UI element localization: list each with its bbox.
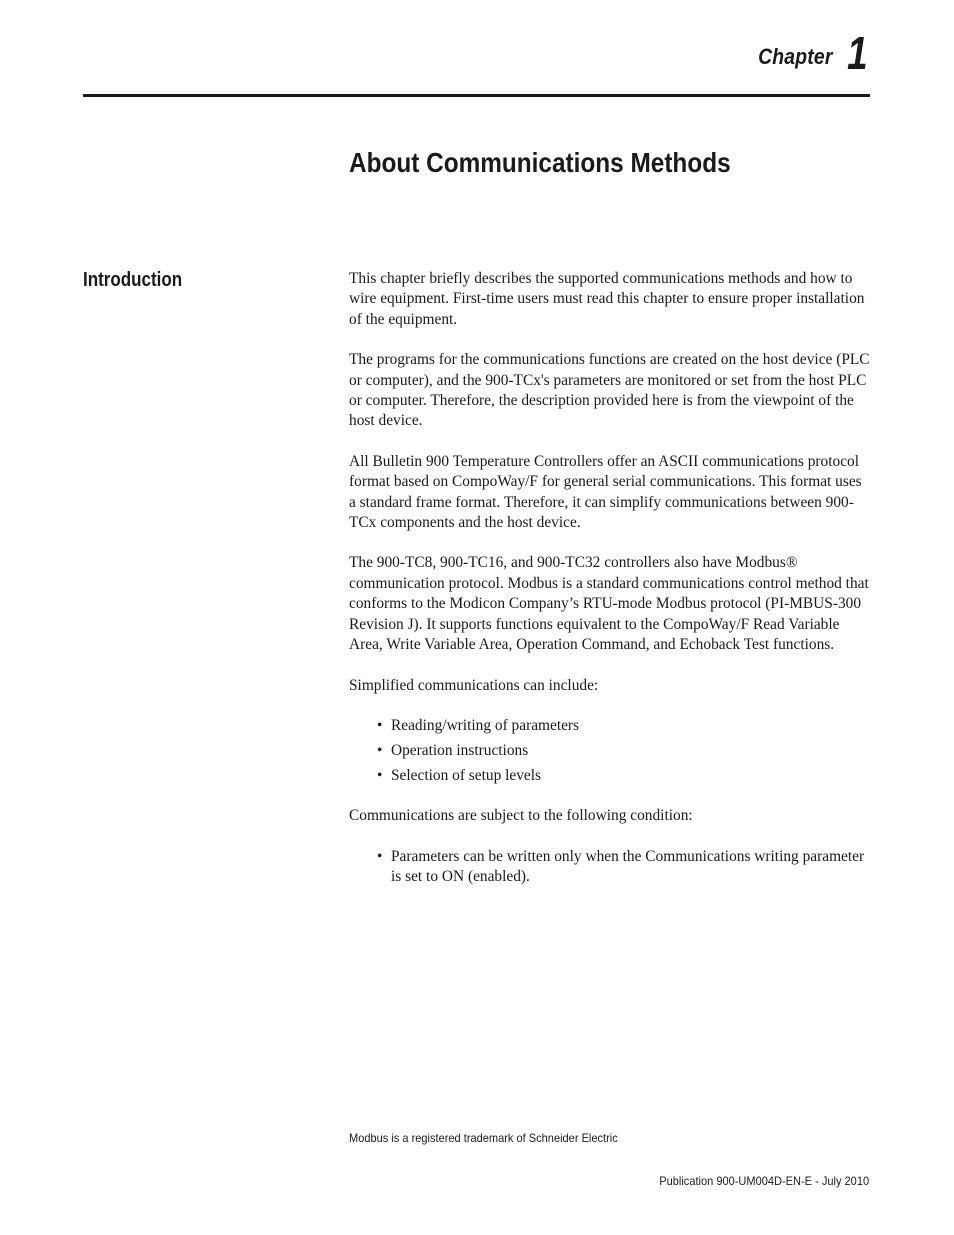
- paragraph: This chapter briefly describes the supported communications methods and how to wire equipment. First-time users must read this chapter to ensure proper installation of the equipment.: [349, 270, 865, 328]
- list-item: [377, 741, 871, 761]
- publication-info: Publication 900-UM004D-EN-E - July 2010: [659, 1174, 869, 1188]
- header-rule: [83, 94, 870, 97]
- list-item-text: Reading/writing of parameters: [391, 716, 580, 734]
- bullet-icon: •: [377, 847, 383, 865]
- chapter-header: [748, 27, 868, 79]
- chapter-label: Chapter: [758, 44, 833, 69]
- list-item-text: Parameters can be written only when the Communications writing parameter is set to ON (enabled).: [391, 847, 865, 886]
- bullet-icon: •: [377, 741, 383, 759]
- paragraph: Simplified communications can include:: [349, 676, 599, 694]
- bullet-list: [349, 716, 871, 786]
- footnote: Modbus is a registered trademark of Schneider Electric: [349, 1131, 618, 1145]
- list-item-text: Operation instructions: [391, 741, 529, 759]
- paragraph: Communications are subject to the following condition:: [349, 807, 693, 825]
- section-heading: Introduction: [83, 269, 183, 291]
- list-item-text: Selection of setup levels: [391, 766, 542, 784]
- paragraph: The 900-TC8, 900-TC16, and 900-TC32 controllers also have Modbus® communication protocol. Modbus is a standard communications control method that conforms to the Modicon Company’s RTU-mode Modbus protocol (PI-MBUS-300 Revision J). It supports functions equivalent to the CompoWay/F Read Variable Area, Write Variable Area, Operation Command, and Echoback Test functions.: [349, 554, 869, 654]
- paragraph: The programs for the communications functions are created on the host device (PLC or computer), and the 900-TCx's parameters are monitored or set from the host PLC or computer. Therefore, the description provided here is from the viewpoint of the host device.: [349, 351, 870, 430]
- list-item: [377, 766, 871, 786]
- bullet-icon: •: [377, 716, 383, 734]
- paragraph: All Bulletin 900 Temperature Controllers offer an ASCII communications protocol format based on CompoWay/F for general serial communications. This format uses a standard frame format. Therefore, it can simplify communications between 900-TCx components and the host device.: [349, 452, 862, 532]
- list-item: [377, 716, 871, 736]
- list-item: [377, 847, 871, 888]
- section-body: [349, 269, 871, 908]
- bullet-list: [349, 847, 871, 888]
- chapter-number: 1: [847, 27, 868, 79]
- bullet-icon: •: [377, 766, 383, 784]
- page-title: About Communications Methods: [349, 147, 731, 178]
